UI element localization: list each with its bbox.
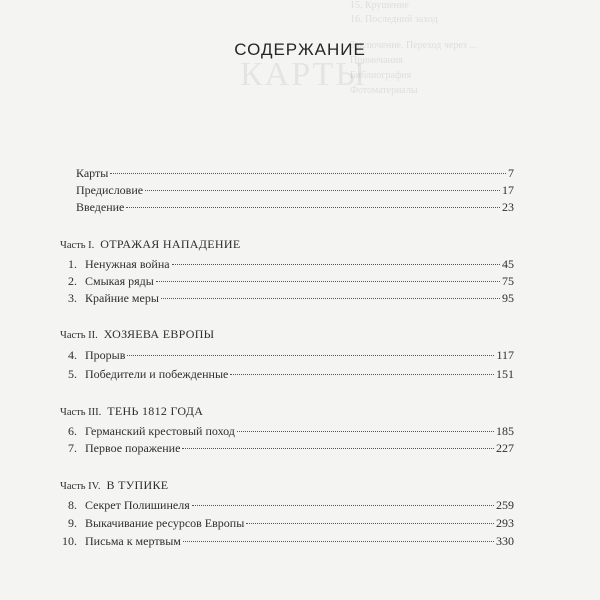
toc-entry [68, 347, 514, 363]
dot-leader [172, 264, 500, 265]
entry-page: 330 [496, 534, 514, 548]
entry-page: 151 [496, 367, 514, 381]
toc-entry [68, 366, 514, 382]
entry-label: Выкачивание ресурсов Европы [85, 516, 245, 530]
toc-entry [76, 199, 514, 215]
entry-label: Крайние меры [85, 291, 159, 305]
part-title: ХОЗЯЕВА ЕВРОПЫ [103, 327, 215, 341]
chapter-number: 1. [68, 257, 77, 271]
page-title: СОДЕРЖАНИЕ [234, 40, 366, 59]
toc-entry [68, 273, 514, 289]
chapter-number: 7. [68, 441, 77, 455]
chapter-number: 5. [68, 367, 77, 381]
chapter-number: 4. [68, 348, 77, 362]
bleed-through-line: Примечания [350, 55, 403, 66]
bleed-through-word: КАРТЫ [240, 56, 367, 93]
dot-leader [126, 207, 500, 208]
toc-entry [68, 515, 514, 531]
entry-page: 7 [508, 166, 514, 180]
part-heading [60, 403, 203, 419]
entry-label: Секрет Полишинеля [85, 498, 190, 512]
entry-label: Первое поражение [85, 441, 181, 455]
dot-leader [182, 448, 494, 449]
entry-label: Ненужная война [85, 257, 170, 271]
part-label: Часть IV. [60, 481, 101, 492]
part-heading [60, 326, 214, 342]
entry-page: 293 [496, 516, 514, 530]
bleed-through-line: Заключение. Переход через ... [350, 40, 477, 51]
dot-leader [192, 505, 494, 506]
chapter-number: 8. [68, 498, 77, 512]
toc-entry [76, 165, 514, 181]
entry-page: 95 [502, 291, 514, 305]
bleed-through-line: 15. Крушение [350, 0, 409, 11]
part-label: Часть II. [60, 330, 98, 341]
entry-page: 117 [496, 348, 514, 362]
chapter-number: 2. [68, 274, 77, 288]
entry-label: Предисловие [76, 183, 144, 197]
toc-entry [68, 256, 514, 272]
toc-entry [68, 423, 514, 439]
toc-entry [68, 497, 514, 513]
bleed-through-line: 16. Последний заход [350, 14, 438, 25]
dot-leader [156, 281, 500, 282]
toc-entry [68, 440, 514, 456]
part-label: Часть I. [60, 240, 95, 251]
chapter-number: 10. [62, 534, 77, 548]
entry-label: Германский крестовый поход [85, 424, 235, 438]
toc-entry [62, 533, 514, 549]
dot-leader [145, 190, 500, 191]
entry-page: 185 [496, 424, 514, 438]
part-title: В ТУПИКЕ [106, 478, 169, 492]
entry-page: 227 [496, 441, 514, 455]
dot-leader [246, 523, 494, 524]
entry-page: 23 [502, 200, 514, 214]
dot-leader [110, 173, 506, 174]
dot-leader [127, 355, 494, 356]
entry-label: Смыкая ряды [85, 274, 154, 288]
dot-leader [230, 374, 494, 375]
entry-label: Письма к мертвым [85, 534, 181, 548]
toc-entry [76, 182, 514, 198]
dot-leader [237, 431, 494, 432]
dot-leader [183, 541, 494, 542]
part-title: ТЕНЬ 1812 ГОДА [107, 404, 204, 418]
entry-page: 75 [502, 274, 514, 288]
chapter-number: 6. [68, 424, 77, 438]
part-heading [60, 477, 168, 493]
bleed-through-line: Библиография [350, 70, 412, 81]
part-heading [60, 236, 240, 252]
part-label: Часть III. [60, 407, 102, 418]
bleed-through-line: Фотоматериалы [350, 85, 418, 96]
part-title: ОТРАЖАЯ НАПАДЕНИЕ [100, 237, 241, 251]
entry-page: 45 [502, 257, 514, 271]
dot-leader [161, 298, 500, 299]
entry-label: Победители и побежденные [85, 367, 229, 381]
chapter-number: 3. [68, 291, 77, 305]
chapter-number: 9. [68, 516, 77, 530]
entry-label: Прорыв [85, 348, 126, 362]
toc-entry [68, 290, 514, 306]
entry-page: 17 [502, 183, 514, 197]
entry-label: Введение [76, 200, 125, 214]
entry-page: 259 [496, 498, 514, 512]
entry-label: Карты [76, 166, 109, 180]
